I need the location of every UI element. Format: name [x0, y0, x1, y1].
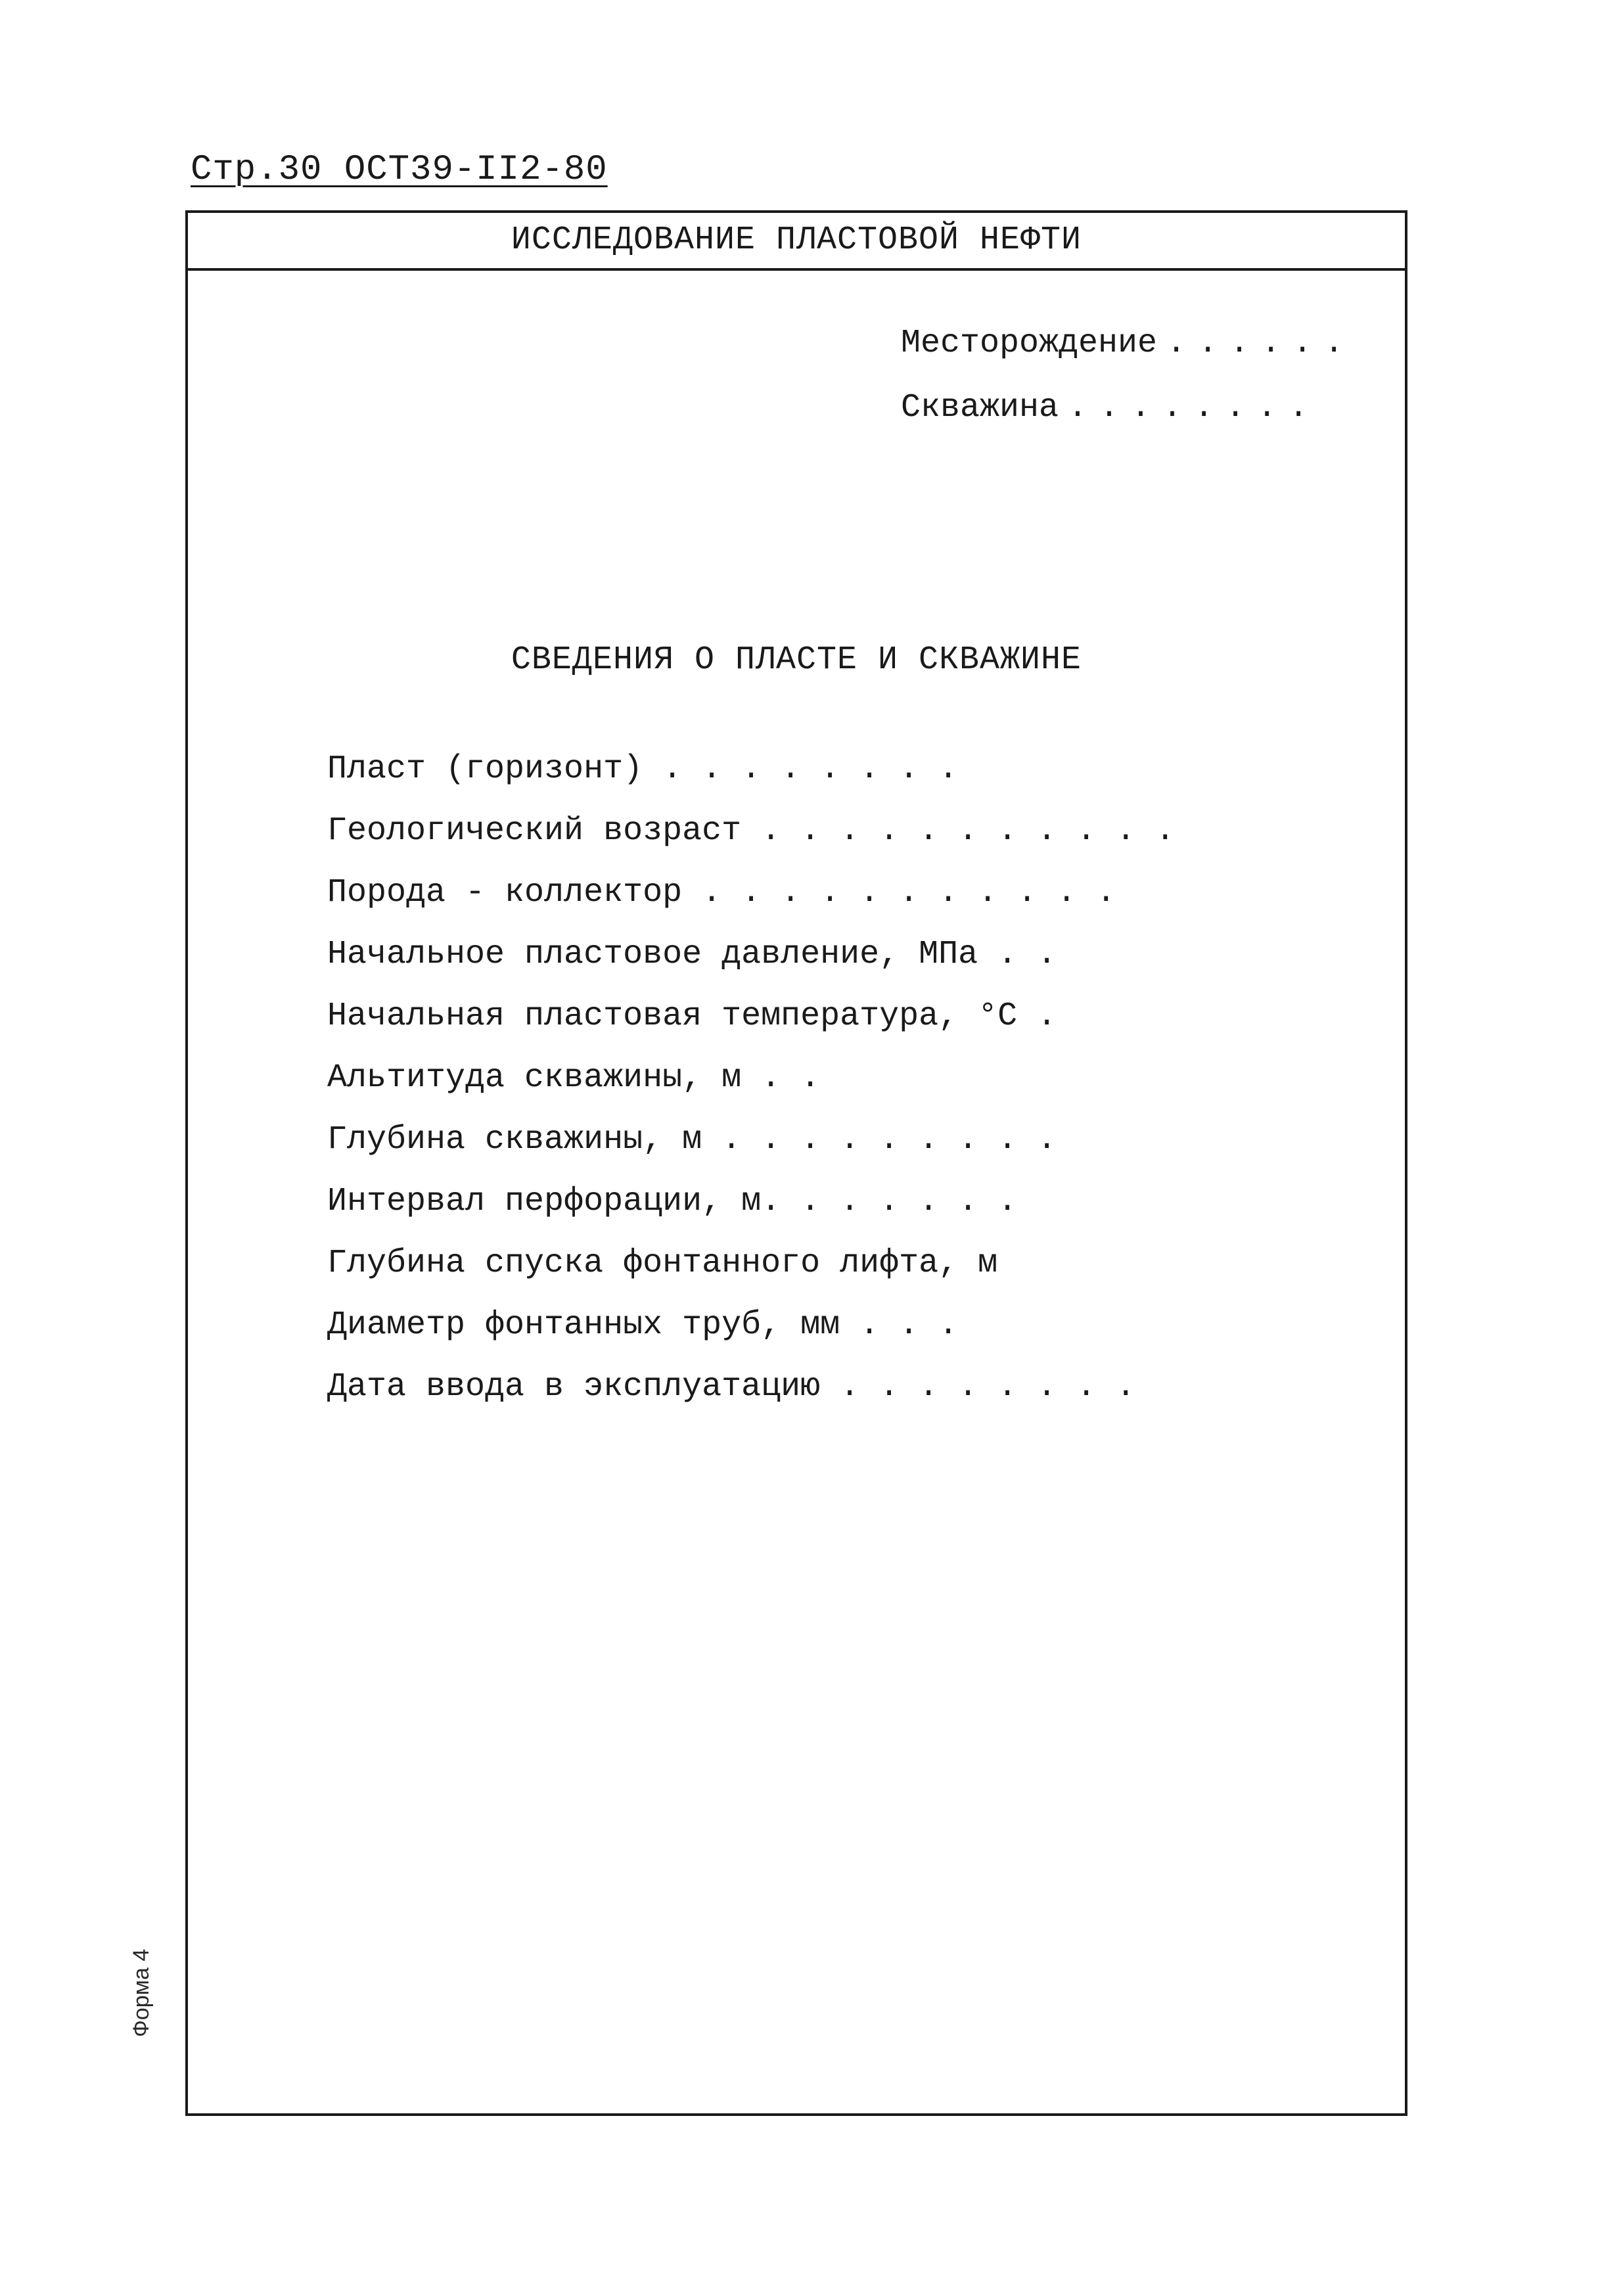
field-perforation-interval: Интервал перфорации, м. . . . . . .	[327, 1183, 1018, 1220]
well-label: Скважина	[901, 389, 1059, 426]
well-field	[901, 389, 1320, 426]
deposit-leader: ......	[1166, 325, 1356, 362]
field-tubing-diameter: Диаметр фонтанных труб, мм . . .	[327, 1306, 959, 1344]
field-well-altitude: Альтитуда скважины, м . .	[327, 1059, 821, 1097]
page-header: Стр.30 ОСТ39-II2-80	[191, 150, 608, 190]
field-commissioning-date: Дата ввода в эксплуатацию . . . . . . . .	[327, 1368, 1136, 1406]
section-title: СВЕДЕНИЯ О ПЛАСТЕ И СКВАЖИНЕ	[511, 641, 1082, 679]
well-leader: ........	[1068, 389, 1321, 426]
field-well-depth: Глубина скважины, м . . . . . . . . .	[327, 1121, 1057, 1159]
field-geologic-age: Геологический возраст . . . . . . . . . . .	[327, 812, 1176, 850]
field-initial-temperature: Начальная пластовая температура, °С .	[327, 998, 1057, 1035]
field-formation: Пласт (горизонт) . . . . . . . .	[327, 750, 959, 788]
deposit-field	[901, 325, 1356, 362]
field-reservoir-rock: Порода - коллектор . . . . . . . . . . .	[327, 874, 1116, 911]
deposit-label: Месторождение	[901, 325, 1158, 362]
field-initial-pressure: Начальное пластовое давление, МПа . .	[327, 936, 1057, 973]
field-lift-depth: Глубина спуска фонтанного лифта, м	[327, 1245, 998, 1282]
form-frame	[185, 210, 1407, 2116]
field-list	[327, 739, 1175, 1418]
form-number-label: Форма 4	[129, 1948, 154, 2037]
form-title: ИССЛЕДОВАНИЕ ПЛАСТОВОЙ НЕФТИ	[188, 213, 1405, 271]
